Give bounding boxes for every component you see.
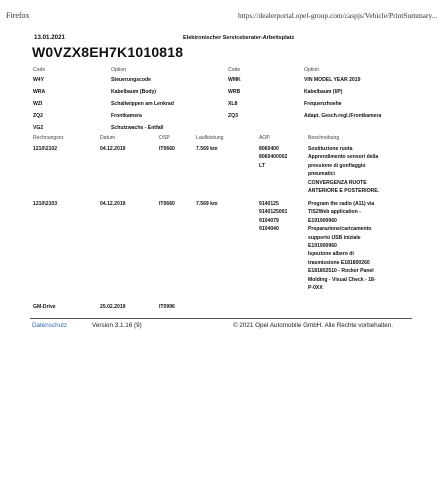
record-date: 04.12.2019: [100, 201, 126, 207]
records-header-date: Datum: [100, 135, 116, 141]
options-header-option: Option: [111, 67, 127, 73]
option-name: Adapt. Gesch.regl./Frontkamera: [304, 113, 382, 119]
vehicle-vin: W0VZX8EH7K1010818: [32, 44, 184, 60]
records-header-invoice: Rechnungsnr.: [33, 135, 65, 141]
option-code: VG2: [33, 125, 44, 131]
option-name: Frequenzhoehe: [304, 101, 342, 107]
option-name: Kabelbaum (Body): [111, 89, 156, 95]
record-osp: IT0660: [159, 201, 175, 207]
record-mileage: 7.569 km: [196, 146, 218, 152]
option-name: Schaltwippen am Lenkrad: [111, 101, 174, 107]
option-code: XL8: [228, 101, 238, 107]
document-title: Elektronischer Serviceberater-Arbeitsplatz: [183, 35, 295, 41]
browser-url: https://dealerportal.opel-group.com/caspjs/Vehicle/PrintSummary...: [238, 11, 438, 20]
options-header-code-right: Code: [228, 67, 241, 73]
record-description: Sostituzione ruota Apprendimento sensori della pressione di gonfiaggio pneumatici CONVERGENZA RUOTE ANTERIORE E POSTERIORE.: [308, 146, 380, 195]
option-code: ZQ2: [33, 113, 43, 119]
record-invoice: 1210\2102: [33, 146, 58, 152]
record-description: Program the radio (A11) via TIS2Web application - E191900960 Preparazione/caricamento supporto USB iniziale E191900960 Ispezione albero di trasmissione E181800260 E181802510 - Rocker Panel Molding - Visual Check - 18- P-0XX: [308, 201, 376, 292]
footer-copyright: © 2021 Opel Automobile GmbH. Alle Rechte vorbehalten.: [233, 322, 394, 329]
record-osp: IT0660: [159, 146, 175, 152]
record-invoice: GM-Drive: [33, 304, 56, 310]
record-aop: 8060400 8060400002 LT: [259, 146, 288, 169]
option-code: WZI: [33, 101, 43, 107]
records-header-mileage: Laufleistung: [196, 135, 224, 141]
option-code: ZQ3: [228, 113, 238, 119]
option-code: WMK: [228, 77, 241, 83]
record-osp: IT0996: [159, 304, 175, 310]
option-name: VIN MODEL YEAR 2019: [304, 77, 361, 83]
options-header-code: Code: [33, 67, 46, 73]
document-date: 13.01.2021: [34, 34, 65, 41]
browser-header: [0, 0, 447, 22]
options-header-option-right: Option: [304, 67, 320, 73]
privacy-link[interactable]: Datenschutz: [32, 322, 68, 329]
option-name: Steuerungscode: [111, 77, 151, 83]
option-code: W4Y: [33, 77, 45, 83]
record-invoice: 1210\2103: [33, 201, 58, 207]
option-code: WRB: [228, 89, 241, 95]
footer-version: Version 3.1.16 (9): [92, 322, 142, 329]
records-header-osp: OSP: [159, 135, 170, 141]
browser-app-name: Firefox: [6, 11, 30, 20]
option-name: Schutzwachs - Entfall: [111, 125, 164, 131]
record-aop: 9140125 9140125001 9104079 9104040: [259, 201, 288, 233]
option-name: Kabelbaum (I/P): [304, 89, 343, 95]
record-date: 25.02.2019: [100, 304, 126, 310]
records-header-description: Beschreibung: [308, 135, 340, 141]
records-header-aop: AOP: [259, 135, 270, 141]
record-date: 04.12.2019: [100, 146, 126, 152]
footer-divider: [30, 318, 412, 319]
option-code: WRA: [33, 89, 46, 95]
option-name: Frontkamera: [111, 113, 142, 119]
record-mileage: 7.569 km: [196, 201, 218, 207]
